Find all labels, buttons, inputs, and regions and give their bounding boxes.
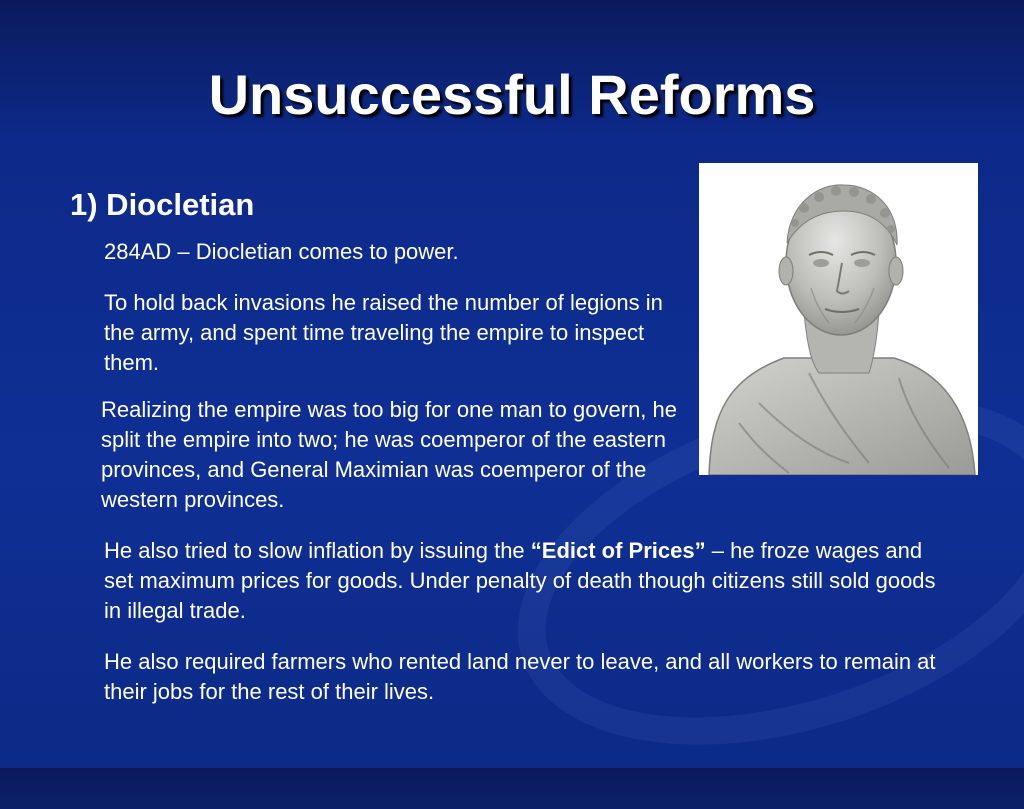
paragraph-4-text-a: He also tried to slow inflation by issuing the: [104, 538, 531, 563]
paragraph-3: Realizing the empire was too big for one man to govern, he split the empire into two; he was coemperor of the eastern provinces, and General Maximian was coemperor of the western provinces.: [101, 397, 677, 512]
paragraph-4-text-b: – he froze wages and set maximum prices for goods. Under penalty of death though citizens still sold goods in illegal trade.: [104, 538, 936, 623]
bust-illustration: [699, 163, 978, 475]
paragraph-5: He also required farmers who rented land never to leave, and all workers to remain at their jobs for the rest of their lives.: [104, 649, 936, 704]
slide-title: Unsuccessful Reforms: [208, 63, 816, 126]
paragraph-2: To hold back invasions he raised the number of legions in the army, and spent time traveling the empire to inspect them.: [104, 290, 663, 375]
paragraph-4: [104, 536, 944, 626]
section-heading: 1) Diocletian: [70, 187, 255, 222]
paragraph-1: 284AD – Diocletian comes to power.: [104, 239, 459, 264]
diocletian-bust-image: [699, 163, 978, 475]
edict-of-prices-emphasis: “Edict of Prices”: [530, 538, 706, 563]
